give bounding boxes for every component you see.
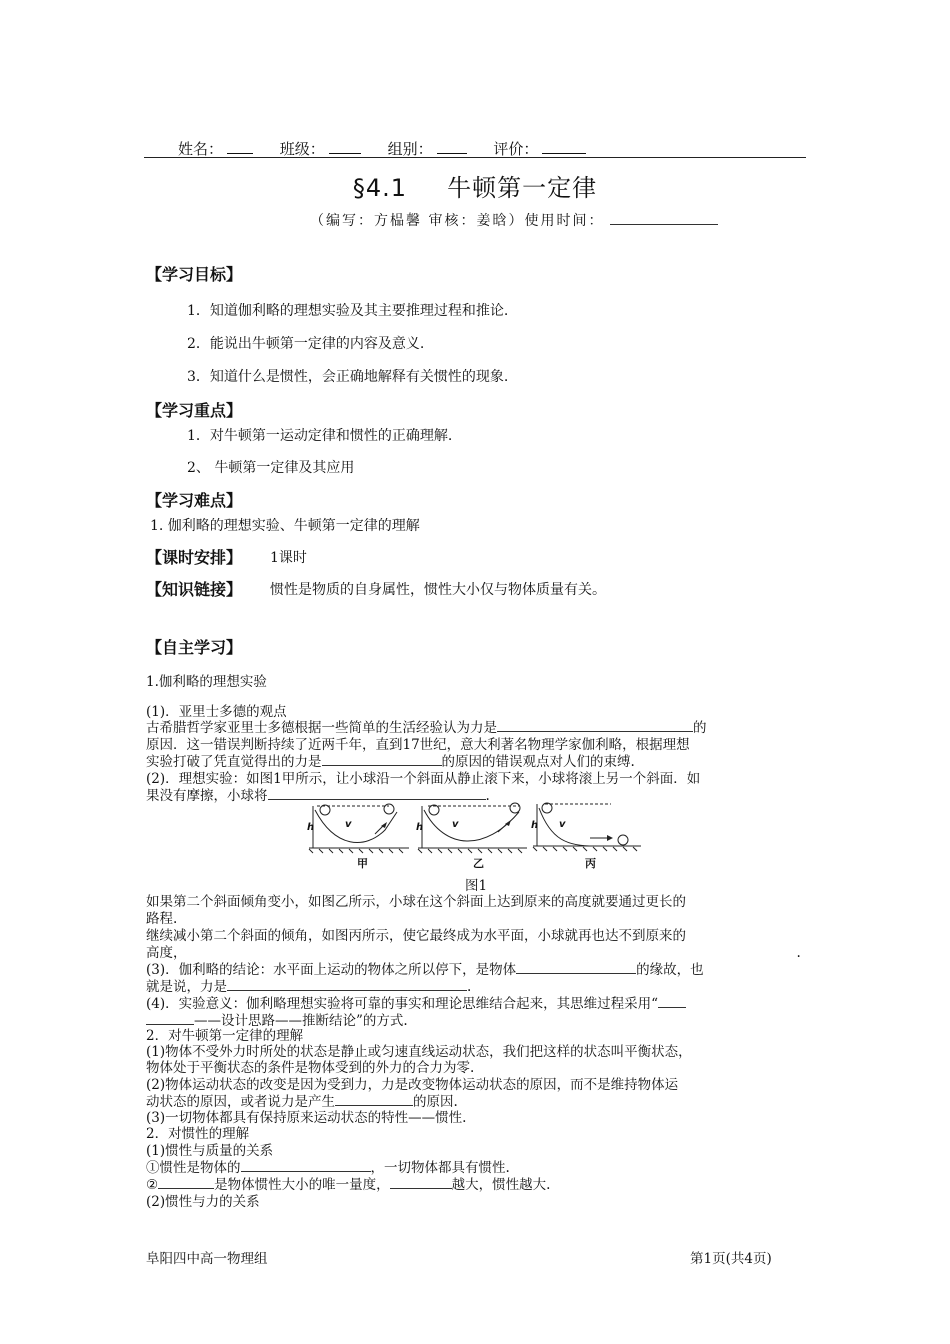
subsection-title: 1.伽利略的理想实验 [146,674,267,690]
keypoint-item: 2、 牛顿第一定律及其应用 [187,460,355,476]
title-text: 牛顿第一定律 [447,174,598,202]
text-line: (3)一切物体都具有保持原来运动状态的特性——惯性. [146,1110,467,1126]
header-rule [144,157,806,158]
text-line: (2)惯性与力的关系 [146,1194,260,1210]
fig-label-bing: 丙 [585,857,596,870]
fig-h-label: h [531,820,539,831]
text-line: 古希腊哲学家亚里士多德根据一些简单的生活经验认为力是 的 [146,720,707,736]
text-line: 高度， . [146,945,801,961]
goal-item: 3．知道什么是惯性，会正确地解释有关惯性的现象. [187,369,509,385]
answer-blank[interactable] [158,1176,214,1189]
link-text: 惯性是物质的自身属性，惯性大小仅与物体质量有关。 [270,582,606,598]
answer-blank[interactable] [268,787,486,800]
difficulty-item: 1. 伽利略的理想实验、牛顿第一定律的理解 [150,518,420,534]
keypoint-item: 1．对牛顿第一运动定律和惯性的正确理解. [187,428,453,444]
class-blank[interactable] [329,139,361,154]
fig-bing [533,803,641,851]
goal-item: 1．知道伽利略的理想实验及其主要推理过程和推论. [187,303,509,319]
group-blank[interactable] [437,139,467,154]
text-line: 物体处于平衡状态的条件是物体受到的外力的合力为零. [146,1060,475,1076]
subsection-title: 2．对惯性的理解 [146,1126,250,1142]
text-line: 就是说，力是 . [146,979,472,995]
fig-label-yi: 乙 [473,857,484,870]
fig-jia [309,804,409,853]
text-line: (2)．理想实验：如图1甲所示，让小球沿一个斜面从静止滚下来，小球将滚上另一个斜面．如 [146,771,701,787]
keypoints-heading: 【学习重点】 [146,401,243,420]
link-heading: 【知识链接】 [146,580,243,599]
page-title [0,168,950,203]
figure-caption: 图1 [465,878,488,894]
class-label: 班级： [279,140,325,158]
schedule-text: 1课时 [270,550,307,566]
subtitle [310,210,718,230]
fig-v-label: v [345,819,352,830]
student-info-row [178,138,590,159]
goals-heading: 【学习目标】 [146,265,243,284]
answer-blank[interactable] [390,1176,452,1189]
answer-blank[interactable] [658,995,686,1008]
text-line: (3)．伽利略的结论：水平面上运动的物体之所以停下，是物体 的缘故，也 [146,962,704,978]
eval-label: 评价： [493,140,539,158]
fig-v-label: v [559,819,566,830]
fig-label-jia: 甲 [357,857,368,870]
eval-blank[interactable] [542,139,586,154]
answer-blank[interactable] [241,1159,371,1172]
text-line: 实验打破了凭直觉得出的力是 的原因的错误观点对人们的束缚. [146,754,635,770]
section-number: §4.1 [352,174,408,202]
text-line: 动状态的原因，或者说力是产生 的原因. [146,1094,458,1110]
answer-blank[interactable] [335,1093,413,1106]
text-line: ——设计思路——推断结论”的方式. [146,1009,408,1029]
name-blank[interactable] [227,139,253,154]
answer-blank[interactable] [516,961,636,974]
group-label: 组别： [387,140,433,158]
subtitle-text: （编写：方榀馨 审核：姜晗）使用时间： [310,213,605,229]
fig-h-label: h [307,822,315,833]
footer-left: 阜阳四中高一物理组 [146,1251,268,1267]
text-line: (1)．亚里士多德的观点 [146,704,287,720]
fig-h-label: h [416,822,424,833]
text-line: ② 是物体惯性大小的唯一量度， 越大，惯性越大. [146,1177,551,1193]
text-line: (1)惯性与质量的关系 [146,1143,274,1159]
name-label: 姓名： [178,140,224,158]
text-line: 原因．这一错误判断持续了近两千年，直到17世纪，意大利著名物理学家伽利略，根据理想 [146,737,690,753]
text-line: 如果第二个斜面倾角变小，如图乙所示，小球在这个斜面上达到原来的高度就要通过更长的 [146,894,686,910]
text-line: (1)物体不受外力时所处的状态是静止或匀速直线运动状态，我们把这样的状态叫平衡状态， [146,1044,692,1060]
text-line: 路程. [146,911,178,927]
use-time-blank[interactable] [610,212,718,225]
text-line: (4)．实验意义：伽利略理想实验将可靠的事实和理论思维结合起来，其思维过程采用“ [146,992,686,1012]
text-line: 果没有摩擦，小球将 . [146,788,490,804]
figure-1 [305,800,645,875]
goal-item: 2．能说出牛顿第一定律的内容及意义. [187,336,425,352]
answer-blank[interactable] [322,753,442,766]
schedule-heading: 【课时安排】 [146,548,243,567]
text-line: 继续减小第二个斜面的倾角，如图丙所示，使它最终成为水平面，小球就再也达不到原来的 [146,928,686,944]
text-line: (2)物体运动状态的改变是因为受到力，力是改变物体运动状态的原因，而不是维持物体运 [146,1077,679,1093]
answer-blank[interactable] [497,719,693,732]
text-line: ①惯性是物体的 ，一切物体都具有惯性. [146,1160,510,1176]
answer-blank[interactable] [187,944,797,957]
footer-page-number: 第1页(共4页) [690,1251,772,1267]
answer-blank[interactable] [227,978,467,991]
fig-yi [418,803,527,853]
subsection-title: 2．对牛顿第一定律的理解 [146,1028,304,1044]
difficulties-heading: 【学习难点】 [146,491,243,510]
fig-v-label: v [452,819,459,830]
self-study-heading: 【自主学习】 [146,638,243,657]
